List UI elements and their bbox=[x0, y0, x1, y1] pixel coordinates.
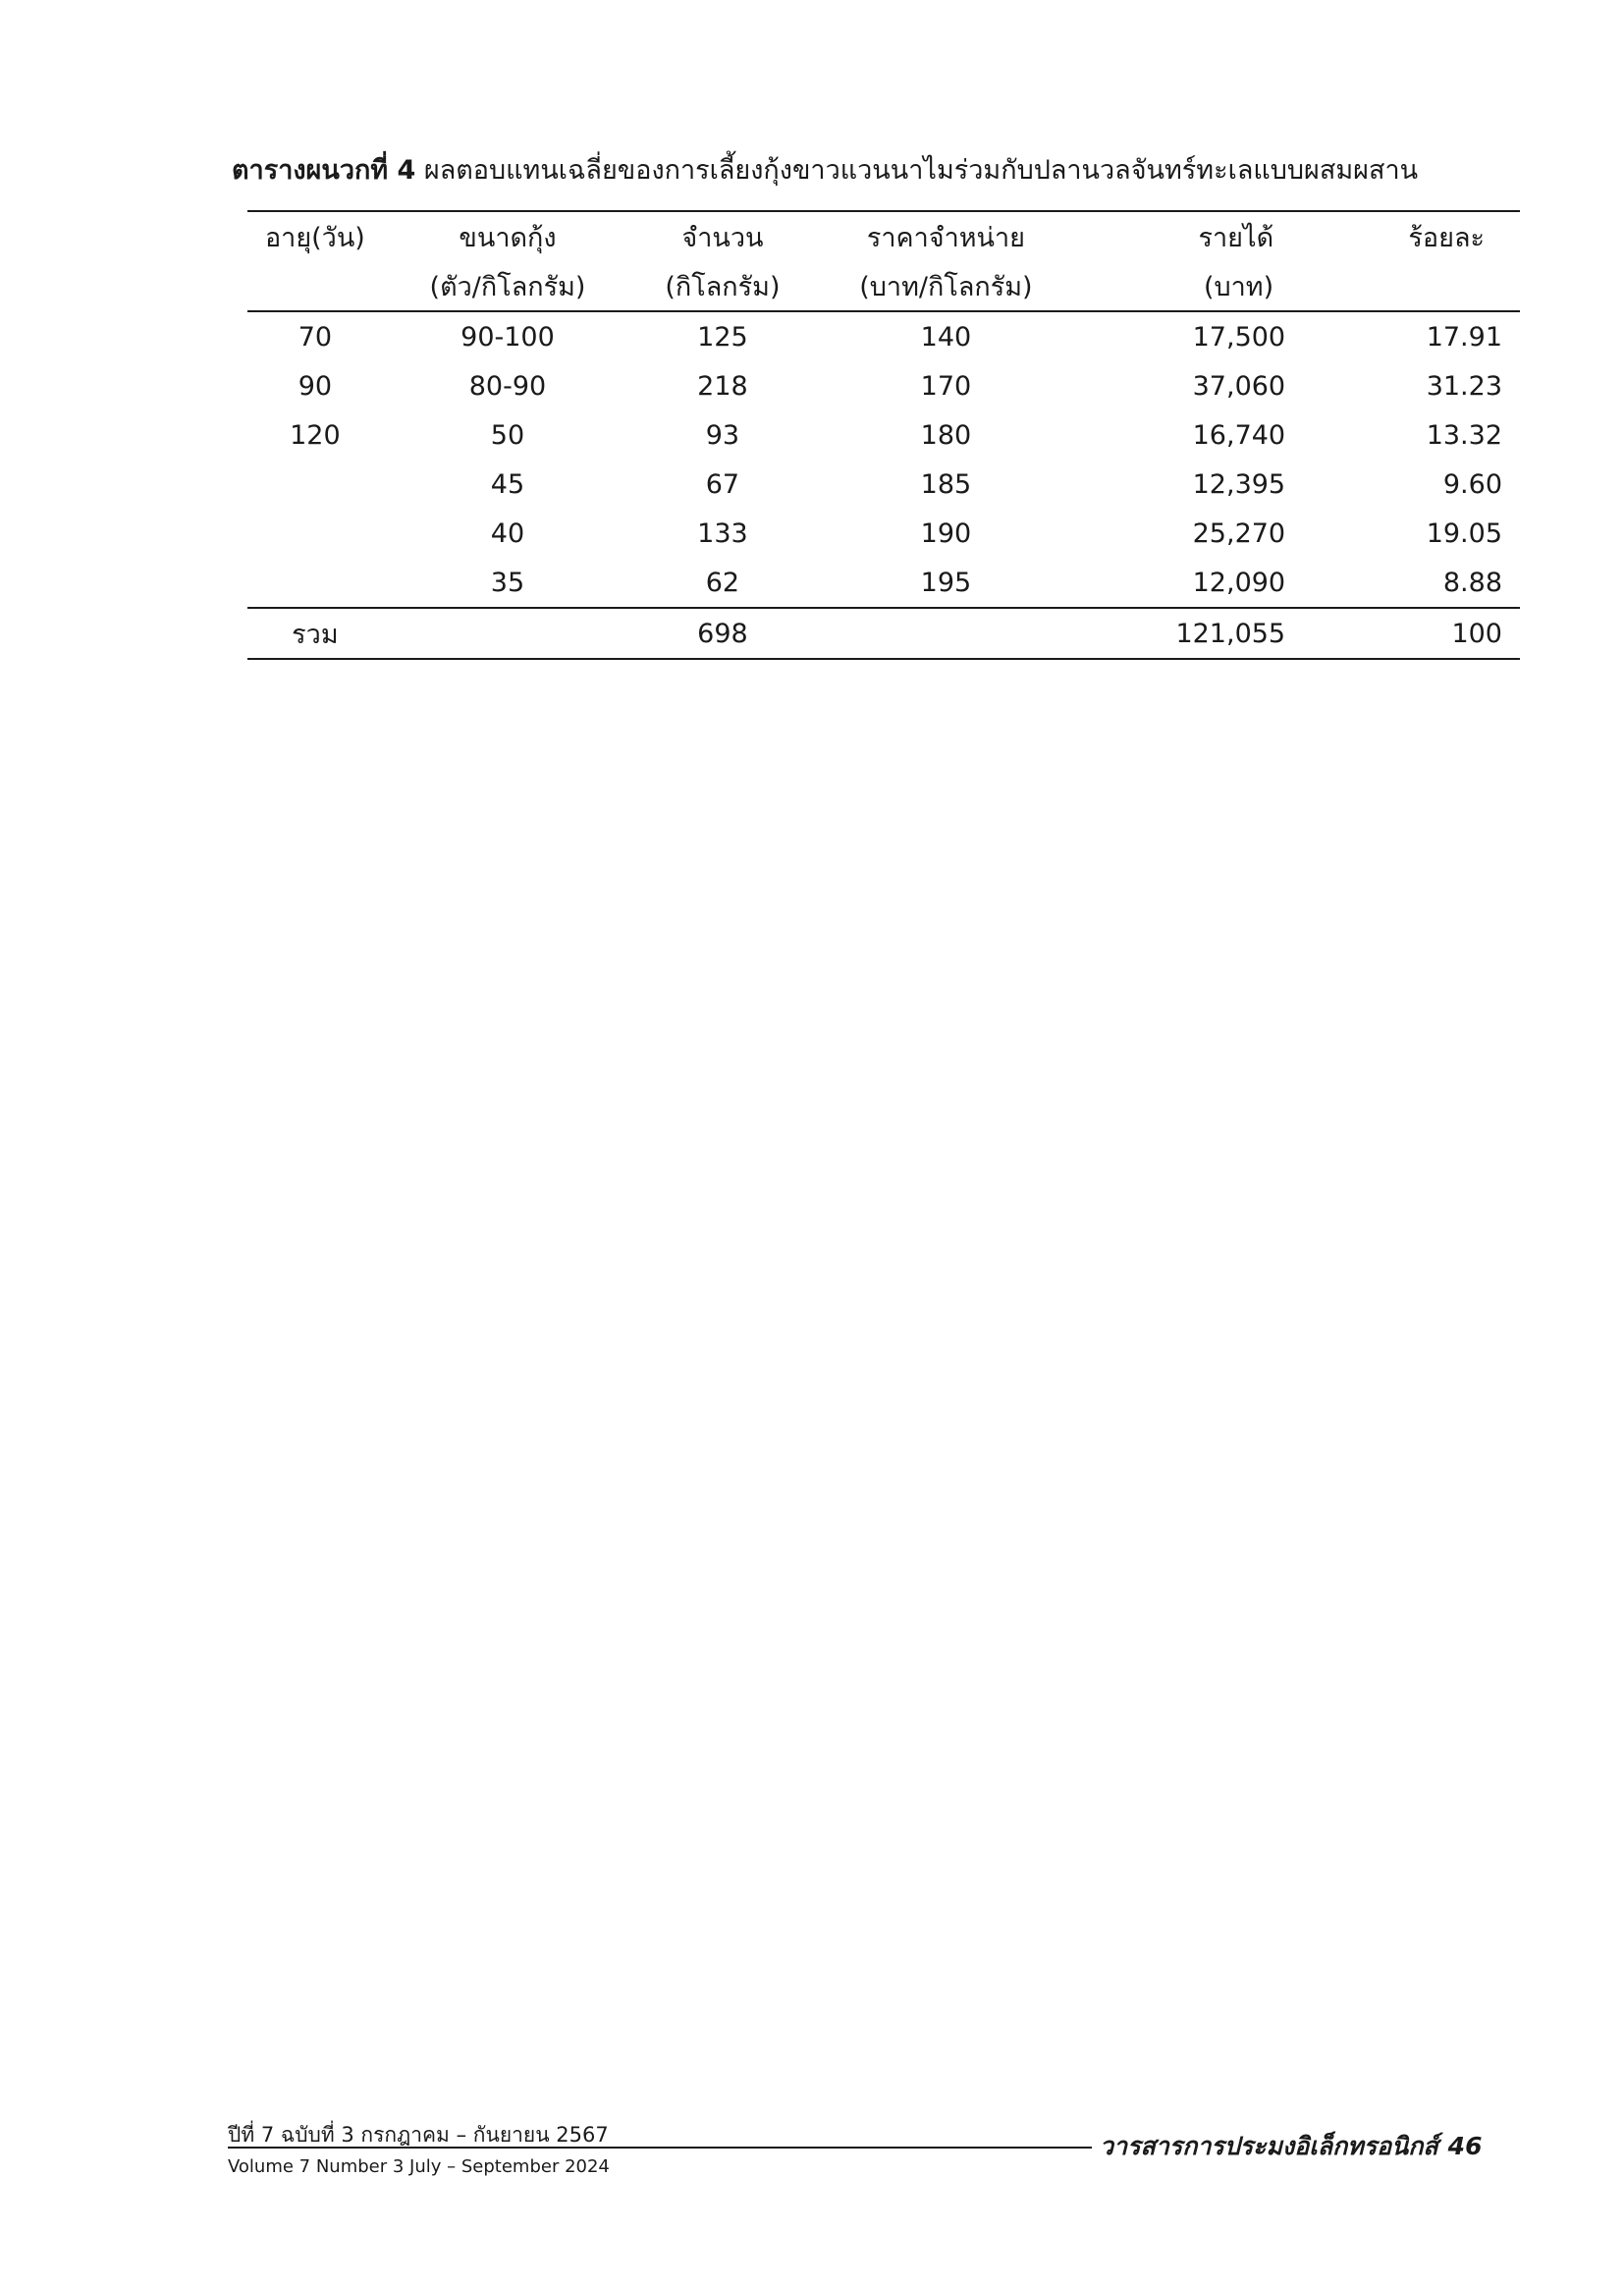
cell-size: 35 bbox=[490, 567, 525, 598]
cell-percent: 31.23 bbox=[1426, 370, 1502, 402]
cell-age bbox=[247, 509, 383, 558]
table-header bbox=[247, 211, 1520, 311]
cell-income: 12,090 bbox=[1192, 567, 1286, 598]
header-qty-unit: (กิโลกรัม) bbox=[632, 261, 813, 311]
table-row bbox=[247, 558, 1520, 608]
header-income-unit: (บาท) bbox=[1079, 261, 1340, 311]
table-caption bbox=[232, 149, 1508, 192]
cell-age: 70 bbox=[298, 321, 333, 353]
cell-qty: 62 bbox=[705, 567, 740, 598]
footer-journal bbox=[1100, 2127, 1482, 2166]
total-label: รวม bbox=[247, 608, 383, 659]
cell-age: 90 bbox=[298, 370, 333, 402]
cell-size: 40 bbox=[490, 517, 525, 549]
cell-price: 180 bbox=[920, 419, 972, 451]
cell-qty: 133 bbox=[697, 517, 748, 549]
cell-price: 170 bbox=[920, 370, 972, 402]
header-row-1 bbox=[247, 211, 1520, 261]
header-percent-unit bbox=[1340, 261, 1520, 311]
total-price-empty bbox=[813, 608, 1079, 659]
footer-issue-thai: ปีที่ 7 ฉบับที่ 3 กรกฎาคม – กันยายน 2567 bbox=[228, 2123, 609, 2147]
table-row bbox=[247, 509, 1520, 558]
cell-price: 140 bbox=[920, 321, 972, 353]
cell-age bbox=[247, 558, 383, 608]
cell-size: 90-100 bbox=[460, 321, 555, 353]
cell-price: 190 bbox=[920, 517, 972, 549]
total-qty: 698 bbox=[632, 608, 813, 659]
header-size: ขนาดกุ้ง bbox=[383, 211, 632, 261]
table-row bbox=[247, 311, 1520, 361]
header-qty: จำนวน bbox=[632, 211, 813, 261]
header-row-2 bbox=[247, 261, 1520, 311]
cell-qty: 125 bbox=[697, 321, 748, 353]
header-price: ราคาจำหน่าย bbox=[813, 211, 1079, 261]
cell-percent: 13.32 bbox=[1426, 419, 1502, 451]
footer-divider bbox=[228, 2147, 1092, 2149]
cell-percent: 8.88 bbox=[1442, 567, 1502, 598]
cell-income: 17,500 bbox=[1192, 321, 1286, 353]
cell-percent: 19.05 bbox=[1426, 517, 1502, 549]
cell-qty: 67 bbox=[705, 468, 740, 500]
cell-size: 45 bbox=[490, 468, 525, 500]
cell-percent: 9.60 bbox=[1442, 468, 1502, 500]
total-percent: 100 bbox=[1340, 608, 1520, 659]
cell-income: 12,395 bbox=[1192, 468, 1286, 500]
cell-size: 80-90 bbox=[468, 370, 547, 402]
caption-lead: ตารางผนวกที่ 4 bbox=[232, 155, 416, 186]
cell-qty: 93 bbox=[705, 419, 740, 451]
table-footer bbox=[247, 608, 1520, 659]
total-row bbox=[247, 608, 1520, 659]
table-row bbox=[247, 460, 1520, 509]
header-percent: ร้อยละ bbox=[1340, 211, 1520, 261]
header-income: รายได้ bbox=[1079, 211, 1340, 261]
cell-size: 50 bbox=[490, 419, 525, 451]
page-number: 46 bbox=[1447, 2132, 1483, 2160]
table-body bbox=[247, 311, 1520, 608]
cell-age: 120 bbox=[290, 419, 341, 451]
cell-income: 37,060 bbox=[1192, 370, 1286, 402]
journal-title: วารสารการประมงอิเล็กทรอนิกส์ bbox=[1100, 2132, 1438, 2160]
returns-table bbox=[247, 210, 1520, 660]
header-age: อายุ(วัน) bbox=[247, 211, 383, 261]
cell-percent: 17.91 bbox=[1426, 321, 1502, 353]
header-size-unit: (ตัว/กิโลกรัม) bbox=[383, 261, 632, 311]
cell-income: 25,270 bbox=[1192, 517, 1286, 549]
header-age-unit bbox=[247, 261, 383, 311]
returns-table-container bbox=[247, 210, 1520, 660]
cell-income: 16,740 bbox=[1192, 419, 1286, 451]
total-income: 121,055 bbox=[1079, 608, 1340, 659]
table-row bbox=[247, 410, 1520, 460]
cell-price: 195 bbox=[920, 567, 972, 598]
cell-qty: 218 bbox=[697, 370, 748, 402]
header-price-unit: (บาท/กิโลกรัม) bbox=[813, 261, 1079, 311]
footer-issue-english: Volume 7 Number 3 July – September 2024 bbox=[228, 2156, 610, 2177]
cell-price: 185 bbox=[920, 468, 972, 500]
caption-text: ผลตอบแทนเฉลี่ยของการเลี้ยงกุ้งขาวแวนนาไมร่วมกับปลานวลจันทร์ทะเลแบบผสมผสาน bbox=[415, 155, 1419, 186]
total-size-empty bbox=[383, 608, 632, 659]
cell-age bbox=[247, 460, 383, 509]
table-row bbox=[247, 361, 1520, 410]
